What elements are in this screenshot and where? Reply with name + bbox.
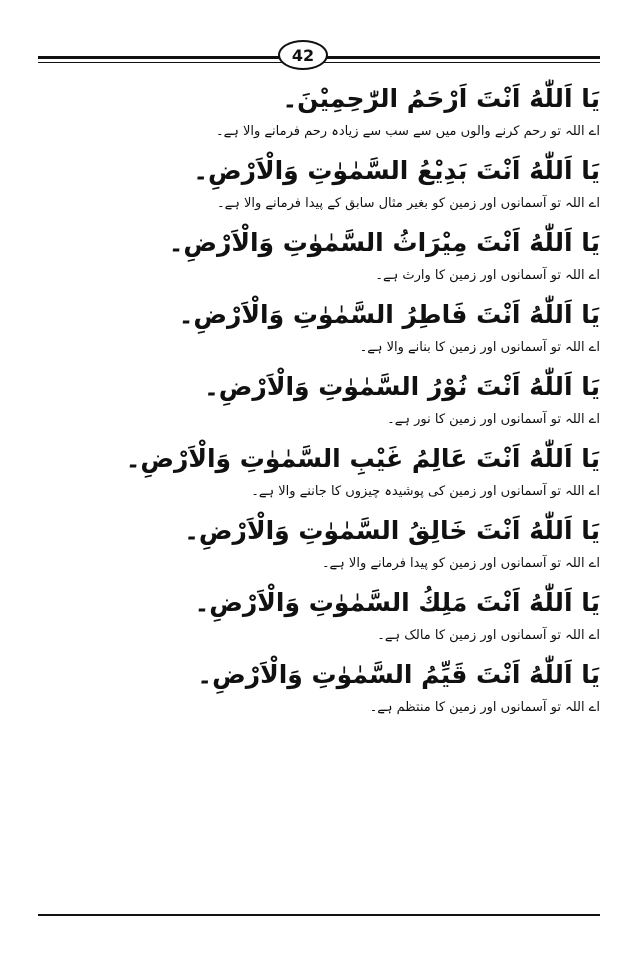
arabic-line: يَا اَللّٰهُ اَنْتَ عَالِمُ غَيْبِ السَّمٰوٰتِ وَالْاَرْضِ۔ bbox=[125, 444, 600, 473]
urdu-translation: اے اللہ تو آسمانوں اور زمین کو پیدا فرمانے والا ہے۔ bbox=[321, 556, 600, 571]
urdu-translation: اے اللہ تو آسمانوں اور زمین کو بغیر مثال سابق کے پیدا فرمانے والا ہے۔ bbox=[217, 196, 600, 211]
arabic-line: يَا اَللّٰهُ اَنْتَ اَرْحَمُ الرّٰحِمِيْنَ۔ bbox=[282, 84, 600, 113]
footer-rule bbox=[38, 914, 600, 916]
arabic-line: يَا اَللّٰهُ اَنْتَ مَلِكُ السَّمٰوٰتِ وَالْاَرْضِ۔ bbox=[194, 588, 600, 617]
dua-entry bbox=[40, 510, 600, 582]
urdu-translation: اے اللہ تو رحم کرنے والوں میں سے سب سے زیادہ رحم فرمانے والا ہے۔ bbox=[216, 124, 600, 139]
urdu-translation: اے اللہ تو آسمانوں اور زمین کا وارث ہے۔ bbox=[375, 268, 600, 283]
dua-entry bbox=[40, 294, 600, 366]
arabic-line: يَا اَللّٰهُ اَنْتَ مِيْرَاثُ السَّمٰوٰتِ وَالْاَرْضِ۔ bbox=[168, 228, 600, 257]
dua-entry bbox=[40, 366, 600, 438]
arabic-line: يَا اَللّٰهُ اَنْتَ قَيِّمُ السَّمٰوٰتِ وَالْاَرْضِ۔ bbox=[197, 660, 600, 689]
dua-list bbox=[40, 78, 600, 726]
page-number: 42 bbox=[291, 45, 315, 65]
dua-entry bbox=[40, 582, 600, 654]
arabic-line: يَا اَللّٰهُ اَنْتَ بَدِيْعُ السَّمٰوٰتِ وَالْاَرْضِ۔ bbox=[193, 156, 600, 185]
urdu-translation: اے اللہ تو آسمانوں اور زمین کا بنانے والا ہے۔ bbox=[359, 340, 600, 355]
arabic-line: يَا اَللّٰهُ اَنْتَ فَاطِرُ السَّمٰوٰتِ وَالْاَرْضِ۔ bbox=[178, 300, 600, 329]
arabic-line: يَا اَللّٰهُ اَنْتَ نُوْرُ السَّمٰوٰتِ وَالْاَرْضِ۔ bbox=[204, 372, 600, 401]
page-number-badge bbox=[278, 40, 328, 70]
urdu-translation: اے اللہ تو آسمانوں اور زمین کا منتظم ہے۔ bbox=[369, 700, 600, 715]
urdu-translation: اے اللہ تو آسمانوں اور زمین کا مالک ہے۔ bbox=[377, 628, 600, 643]
dua-entry bbox=[40, 654, 600, 726]
urdu-translation: اے اللہ تو آسمانوں اور زمین کا نور ہے۔ bbox=[387, 412, 600, 427]
dua-entry bbox=[40, 150, 600, 222]
dua-entry bbox=[40, 78, 600, 150]
urdu-translation: اے اللہ تو آسمانوں اور زمین کی پوشیدہ چیزوں کا جاننے والا ہے۔ bbox=[251, 484, 600, 499]
dua-entry bbox=[40, 438, 600, 510]
arabic-line: يَا اَللّٰهُ اَنْتَ خَالِقُ السَّمٰوٰتِ وَالْاَرْضِ۔ bbox=[184, 516, 600, 545]
dua-entry bbox=[40, 222, 600, 294]
